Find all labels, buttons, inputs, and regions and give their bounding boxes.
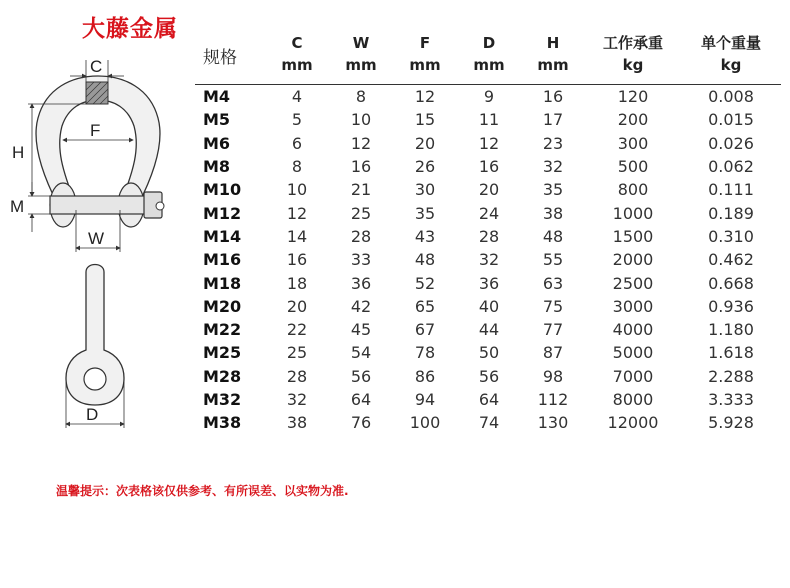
table-row bbox=[195, 132, 781, 155]
table-cell: 0.936 bbox=[708, 296, 754, 316]
header-c: C mm bbox=[265, 32, 329, 85]
table-cell-spec: M22 bbox=[203, 320, 242, 340]
table-cell-spec: M10 bbox=[203, 180, 242, 200]
table-cell: 12000 bbox=[607, 413, 659, 433]
table-cell: 36 bbox=[478, 273, 500, 293]
table-cell: 11 bbox=[478, 110, 500, 130]
header-spec: 规格 bbox=[195, 32, 265, 85]
table-cell: 20 bbox=[478, 180, 500, 200]
table-cell: 0.310 bbox=[708, 226, 754, 246]
table-cell-spec: M8 bbox=[203, 157, 231, 177]
table-cell: 20 bbox=[286, 296, 308, 316]
table-cell: 45 bbox=[350, 320, 372, 340]
table-cell: 65 bbox=[414, 296, 436, 316]
pin-hole bbox=[156, 202, 164, 210]
shackle-diagram bbox=[0, 0, 195, 470]
table-cell: 98 bbox=[542, 366, 564, 386]
table-cell: 77 bbox=[542, 320, 564, 340]
table-cell: 86 bbox=[414, 366, 436, 386]
table-cell-spec: M20 bbox=[203, 296, 242, 316]
table-body bbox=[195, 85, 781, 435]
table-cell-spec: M28 bbox=[203, 366, 242, 386]
table-cell-spec: M12 bbox=[203, 203, 242, 223]
table-cell: 40 bbox=[478, 296, 500, 316]
table-cell-spec: M16 bbox=[203, 250, 242, 270]
table-cell: 67 bbox=[414, 320, 436, 340]
table-cell: 4 bbox=[291, 87, 303, 107]
table-cell: 12 bbox=[478, 133, 500, 153]
table-cell: 50 bbox=[478, 343, 500, 363]
table-cell: 24 bbox=[478, 203, 500, 223]
table-cell: 64 bbox=[478, 390, 500, 409]
table-cell: 15 bbox=[414, 110, 436, 130]
table-cell: 0.189 bbox=[708, 203, 754, 223]
table-cell: 12 bbox=[286, 203, 308, 223]
table-cell: 30 bbox=[414, 180, 436, 200]
table-cell: 0.062 bbox=[708, 157, 754, 177]
table-cell-spec: M4 bbox=[203, 87, 231, 107]
table-cell: 300 bbox=[617, 133, 649, 153]
table-cell: 16 bbox=[478, 157, 500, 177]
table-cell-spec: M14 bbox=[203, 226, 242, 246]
table-row bbox=[195, 295, 781, 318]
table-cell: 10 bbox=[286, 180, 308, 200]
table-cell: 36 bbox=[350, 273, 372, 293]
header-w: W mm bbox=[329, 32, 393, 85]
table-row bbox=[195, 318, 781, 341]
header-d: D mm bbox=[457, 32, 521, 85]
table-cell: 0.015 bbox=[708, 110, 754, 130]
table-cell: 74 bbox=[478, 413, 500, 433]
table-cell: 8 bbox=[291, 157, 303, 177]
label-f: F bbox=[90, 121, 101, 140]
table-cell: 54 bbox=[350, 343, 372, 363]
table-cell: 28 bbox=[478, 226, 500, 246]
table-cell: 33 bbox=[350, 250, 372, 270]
table-row bbox=[195, 155, 781, 178]
table-cell: 87 bbox=[542, 343, 564, 363]
table-cell: 8000 bbox=[612, 390, 654, 409]
table-cell: 2.288 bbox=[708, 366, 754, 386]
table-cell: 16 bbox=[542, 87, 564, 107]
table-cell: 55 bbox=[542, 250, 564, 270]
table-cell: 0.462 bbox=[708, 250, 754, 270]
table-cell: 12 bbox=[350, 133, 372, 153]
table-cell: 38 bbox=[286, 413, 308, 433]
table-cell: 38 bbox=[542, 203, 564, 223]
table-cell: 26 bbox=[414, 157, 436, 177]
table-cell: 7000 bbox=[612, 366, 654, 386]
table-cell: 800 bbox=[617, 180, 649, 200]
header-h: H mm bbox=[521, 32, 585, 85]
table-cell: 130 bbox=[537, 413, 569, 433]
label-c: C bbox=[90, 57, 103, 76]
header-working-load: 工作承重 kg bbox=[585, 32, 681, 85]
table-cell: 8 bbox=[355, 87, 367, 107]
table-cell: 2000 bbox=[612, 250, 654, 270]
table-header-row bbox=[195, 32, 781, 85]
table-cell: 42 bbox=[350, 296, 372, 316]
table-row bbox=[195, 341, 781, 364]
table-cell: 1.618 bbox=[708, 343, 754, 363]
side-view-eye bbox=[84, 368, 106, 390]
disclaimer-note: 温馨提示：次表格该仅供参考、有所误差、以实物为准. bbox=[56, 484, 349, 498]
table-cell: 16 bbox=[350, 157, 372, 177]
table-cell: 18 bbox=[286, 273, 308, 293]
table-cell: 3000 bbox=[612, 296, 654, 316]
header-unit-weight: 单个重量 kg bbox=[681, 32, 781, 85]
label-h: H bbox=[12, 143, 25, 162]
header-f: F mm bbox=[393, 32, 457, 85]
table-cell: 0.026 bbox=[708, 133, 754, 153]
table-cell: 100 bbox=[409, 413, 441, 433]
table-cell: 94 bbox=[414, 390, 436, 409]
table-cell: 64 bbox=[350, 390, 372, 409]
table-row bbox=[195, 365, 781, 388]
table-cell-spec: M6 bbox=[203, 133, 231, 153]
table-row bbox=[195, 271, 781, 294]
table-cell: 43 bbox=[414, 226, 436, 246]
table-cell: 35 bbox=[542, 180, 564, 200]
table-cell: 16 bbox=[286, 250, 308, 270]
table-cell: 28 bbox=[350, 226, 372, 246]
table-cell: 9 bbox=[483, 87, 495, 107]
table-cell: 25 bbox=[286, 343, 308, 363]
table-cell-spec: M5 bbox=[203, 110, 231, 130]
table-cell: 76 bbox=[350, 413, 372, 433]
table-cell: 10 bbox=[350, 110, 372, 130]
table-cell: 32 bbox=[478, 250, 500, 270]
table-cell-spec: M38 bbox=[203, 413, 242, 433]
table-cell: 56 bbox=[478, 366, 500, 386]
table-cell: 120 bbox=[617, 87, 649, 107]
table-cell: 56 bbox=[350, 366, 372, 386]
table-row bbox=[195, 411, 781, 434]
table-cell: 1000 bbox=[612, 203, 654, 223]
table-row bbox=[195, 248, 781, 271]
table-cell: 4000 bbox=[612, 320, 654, 340]
table-cell-spec: M32 bbox=[203, 390, 242, 409]
table-row bbox=[195, 108, 781, 131]
table-cell: 200 bbox=[617, 110, 649, 130]
table-cell: 0.008 bbox=[708, 87, 754, 107]
table-cell: 21 bbox=[350, 180, 372, 200]
spec-table bbox=[195, 32, 781, 434]
table-cell: 35 bbox=[414, 203, 436, 223]
table-row bbox=[195, 201, 781, 224]
table-row bbox=[195, 85, 781, 109]
table-cell: 32 bbox=[542, 157, 564, 177]
table-cell: 500 bbox=[617, 157, 649, 177]
table-cell: 5000 bbox=[612, 343, 654, 363]
table-cell: 52 bbox=[414, 273, 436, 293]
table-cell: 28 bbox=[286, 366, 308, 386]
table-cell: 5 bbox=[291, 110, 303, 130]
table-cell: 1500 bbox=[612, 226, 654, 246]
table-cell-spec: M18 bbox=[203, 273, 242, 293]
table-cell: 32 bbox=[286, 390, 308, 409]
label-w: W bbox=[88, 229, 105, 248]
table-row bbox=[195, 178, 781, 201]
table-cell: 12 bbox=[414, 87, 436, 107]
table-cell: 63 bbox=[542, 273, 564, 293]
table-cell: 44 bbox=[478, 320, 500, 340]
table-cell: 1.180 bbox=[708, 320, 754, 340]
table-cell: 0.668 bbox=[708, 273, 754, 293]
table-cell-spec: M25 bbox=[203, 343, 242, 363]
table-cell: 14 bbox=[286, 226, 308, 246]
table-cell: 3.333 bbox=[708, 390, 754, 409]
label-m: M bbox=[10, 197, 25, 216]
table-cell: 48 bbox=[542, 226, 564, 246]
table-cell: 22 bbox=[286, 320, 308, 340]
table-cell: 48 bbox=[414, 250, 436, 270]
table-cell: 5.928 bbox=[708, 413, 754, 433]
brand-title: 大藤金属 bbox=[82, 16, 178, 42]
table-row bbox=[195, 388, 781, 411]
table-cell: 25 bbox=[350, 203, 372, 223]
label-d: D bbox=[86, 405, 99, 424]
table-cell: 17 bbox=[542, 110, 564, 130]
table-cell: 2500 bbox=[612, 273, 654, 293]
table-cell: 75 bbox=[542, 296, 564, 316]
table-cell: 23 bbox=[542, 133, 564, 153]
table-cell: 112 bbox=[537, 390, 569, 409]
table-row bbox=[195, 225, 781, 248]
table-cell: 20 bbox=[414, 133, 436, 153]
table-cell: 78 bbox=[414, 343, 436, 363]
table-cell: 0.111 bbox=[708, 180, 754, 200]
table-cell: 6 bbox=[291, 133, 303, 153]
